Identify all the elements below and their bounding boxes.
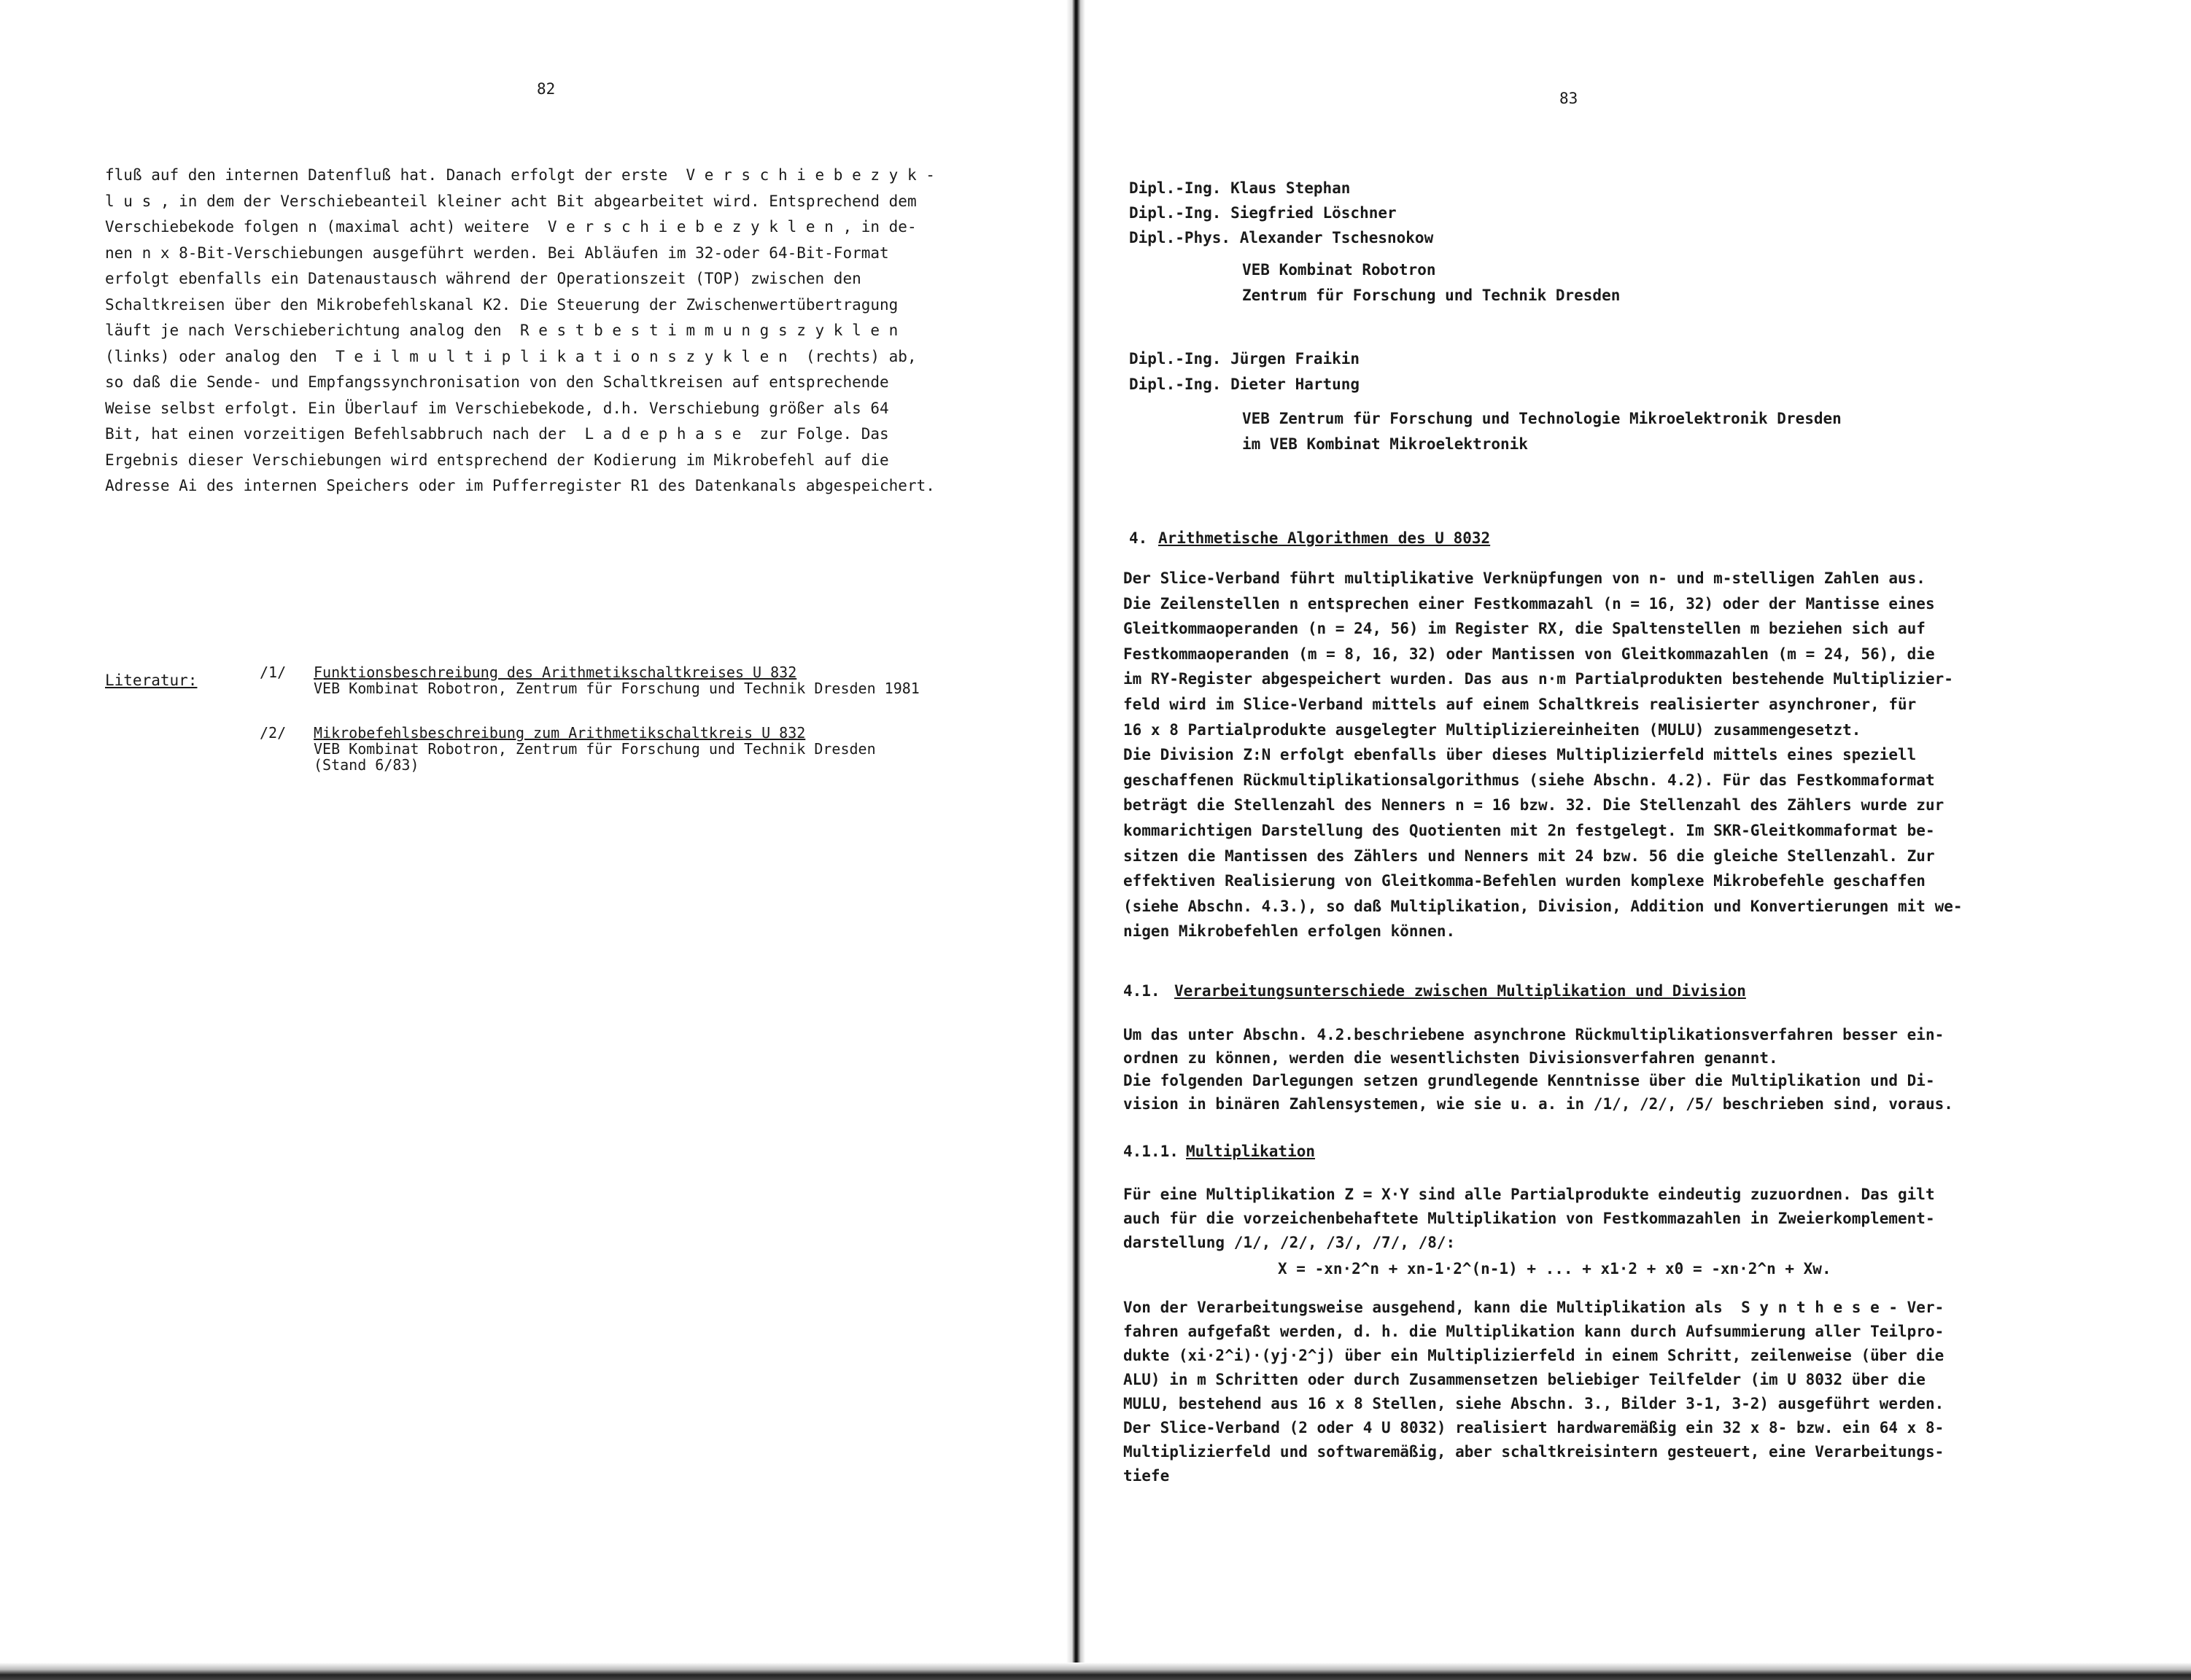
body-line: Verschiebekode folgen n (maximal acht) weitere V e r s c h i e b e z y k l e n , in de- — [105, 218, 917, 236]
body-line: Festkommaoperanden (m = 8, 16, 32) oder Mantissen von Gleitkommazahlen (m = 24, 56), die — [1123, 645, 1935, 663]
body-line: darstellung /1/, /2/, /3/, /7/, /8/: — [1123, 1234, 1456, 1251]
body-line: ALU) in m Schritten oder durch Zusammensetzen beliebiger Teilfelder (im U 8032 über die — [1123, 1371, 1926, 1388]
page-number-left: 82 — [537, 80, 556, 98]
body-line: dukte (xi·2^i)·(yj·2^j) über ein Multiplizierfeld in einem Schritt, zeilenweise (über die — [1123, 1347, 1944, 1364]
section-title: Arithmetische Algorithmen des U 8032 — [1158, 529, 1491, 547]
body-line: geschaffenen Rückmultiplikationsalgorithmus (siehe Abschn. 4.2). Für das Festkommaformat — [1123, 771, 1935, 789]
affiliation-line: Zentrum für Forschung und Technik Dresden — [1242, 287, 1621, 304]
author-line: Dipl.-Ing. Dieter Hartung — [1129, 376, 1360, 393]
reference-line: Mikrobefehlsbeschreibung zum Arithmetikschaltkreis U 832 — [314, 724, 806, 742]
body-line: Die Division Z:N erfolgt ebenfalls über dieses Multiplizierfeld mittels eines speziell — [1123, 746, 1917, 764]
body-line: im RY-Register abgespeichert wurden. Das aus n·m Partialprodukten bestehende Multiplizier- — [1123, 670, 1953, 688]
body-line: (siehe Abschn. 4.3.), so daß Multiplikation, Division, Addition und Konvertierungen mit we- — [1123, 897, 1963, 915]
right-page — [1085, 0, 2191, 1680]
section-number: 4. — [1129, 529, 1148, 547]
body-line: Für eine Multiplikation Z = X·Y sind alle Partialprodukte eindeutig zuzuordnen. Das gilt — [1123, 1186, 1935, 1203]
author-line: Dipl.-Ing. Jürgen Fraikin — [1129, 350, 1360, 368]
body-line: sitzen die Mantissen des Zählers und Nenners mit 24 bzw. 56 die gleiche Stellenzahl. Zur — [1123, 847, 1935, 865]
scan-edge — [0, 1662, 2191, 1680]
body-line: nigen Mikrobefehlen erfolgen können. — [1123, 922, 1456, 941]
body-line: Die folgenden Darlegungen setzen grundlegende Kenntnisse über die Multiplikation und Di- — [1123, 1072, 1935, 1089]
body-line: Weise selbst erfolgt. Ein Überlauf im Verschiebekode, d.h. Verschiebung größer als 64 — [105, 399, 889, 417]
reference-line: VEB Kombinat Robotron, Zentrum für Forschung und Technik Dresden 1981 — [314, 680, 920, 697]
body-line: feld wird im Slice-Verband mittels auf einem Schaltkreis realisierter asynchroner, für — [1123, 696, 1917, 713]
body-line: l u s , in dem der Verschiebeanteil kleiner acht Bit abgearbeitet wird. Entsprechend dem — [105, 192, 917, 210]
author-line: Dipl.-Phys. Alexander Tschesnokow — [1129, 229, 1434, 246]
body-line: erfolgt ebenfalls ein Datenaustausch während der Operationszeit (TOP) zwischen den — [105, 270, 861, 287]
body-line: Bit, hat einen vorzeitigen Befehlsabbruch nach der L a d e p h a s e zur Folge. Das — [105, 425, 889, 443]
body-line: Der Slice-Verband führt multiplikative Verknüpfungen von n- und m-stelligen Zahlen aus. — [1123, 569, 1926, 587]
body-line: beträgt die Stellenzahl des Nenners n = 16 bzw. 32. Die Stellenzahl des Zählers wurde zur — [1123, 796, 1944, 814]
body-line: tiefe — [1123, 1467, 1170, 1485]
body-line: kommarichtigen Darstellung des Quotienten mit 2n festgelegt. Im SKR-Gleitkommaformat be- — [1123, 822, 1935, 839]
section-number: 4.1. — [1123, 982, 1160, 1000]
affiliation-line: im VEB Kombinat Mikroelektronik — [1242, 435, 1528, 453]
section-number: 4.1.1. — [1123, 1143, 1179, 1160]
body-line: Adresse Ai des internen Speichers oder im Pufferregister R1 des Datenkanals abgespeichert. — [105, 477, 935, 494]
left-page — [0, 0, 1066, 1680]
formula: X = -xn·2^n + xn-1·2^(n-1) + ... + x1·2 + x0 = -xn·2^n + Xw. — [1278, 1260, 1831, 1278]
body-line: Multiplizierfeld und softwaremäßig, aber schaltkreisintern gesteuert, eine Verarbeitungs- — [1123, 1443, 1944, 1461]
body-line: Schaltkreisen über den Mikrobefehlskanal K2. Die Steuerung der Zwischenwertübertragung — [105, 295, 899, 314]
body-line: Ergebnis dieser Verschiebungen wird entsprechend der Kodierung im Mikrobefehl auf die — [105, 451, 889, 469]
body-line: nen n x 8-Bit-Verschiebungen ausgeführt werden. Bei Abläufen im 32-oder 64-Bit-Format — [105, 244, 889, 262]
body-line: so daß die Sende- und Empfangssynchronisation von den Schaltkreisen auf entsprechende — [105, 373, 889, 391]
author-line: Dipl.-Ing. Klaus Stephan — [1129, 179, 1351, 197]
body-line: fluß auf den internen Datenfluß hat. Danach erfolgt der erste V e r s c h i e b e z y k - — [105, 166, 935, 184]
author-line: Dipl.-Ing. Siegfried Löschner — [1129, 204, 1397, 222]
reference-marker: /1/ — [260, 664, 287, 681]
reference-line: VEB Kombinat Robotron, Zentrum für Forschung und Technik Dresden — [314, 740, 876, 758]
body-line: effektiven Realisierung von Gleitkomma-Befehlen wurden komplexe Mikrobefehle geschaffen — [1123, 872, 1926, 890]
body-line: ordnen zu können, werden die wesentlichsten Divisionsverfahren genannt. — [1123, 1049, 1778, 1067]
section-title: Multiplikation — [1186, 1143, 1316, 1160]
affiliation-line: VEB Kombinat Robotron — [1242, 261, 1436, 279]
reference-marker: /2/ — [260, 724, 287, 742]
body-line: auch für die vorzeichenbehaftete Multiplikation von Festkommazahlen in Zweierkomplement- — [1123, 1210, 1935, 1227]
body-line: MULU, bestehend aus 16 x 8 Stellen, siehe Abschn. 3., Bilder 3-1, 3-2) ausgeführt werden. — [1123, 1395, 1944, 1412]
body-line: Der Slice-Verband (2 oder 4 U 8032) realisiert hardwaremäßig ein 32 x 8- bzw. ein 64 x 8- — [1123, 1419, 1944, 1436]
body-line: vision in binären Zahlensystemen, wie sie u. a. in /1/, /2/, /5/ beschrieben sind, voraus. — [1123, 1094, 1953, 1113]
affiliation-line: VEB Zentrum für Forschung und Technologie Mikroelektronik Dresden — [1242, 410, 1842, 427]
page-number-right: 83 — [1559, 90, 1578, 107]
reference-line: Funktionsbeschreibung des Arithmetikschaltkreises U 832 — [314, 664, 797, 681]
body-line: 16 x 8 Partialprodukte ausgelegter Multipliziereinheiten (MULU) zusammengesetzt. — [1123, 720, 1861, 739]
literature-label: Literatur: — [105, 672, 198, 689]
reference-line: (Stand 6/83) — [314, 756, 419, 774]
body-line: Die Zeilenstellen n entsprechen einer Festkommazahl (n = 16, 32) oder der Mantisse eines — [1123, 594, 1935, 612]
body-line: fahren aufgefaßt werden, d. h. die Multiplikation kann durch Aufsummierung aller Teilpro- — [1123, 1323, 1944, 1340]
section-title: Verarbeitungsunterschiede zwischen Multiplikation und Division — [1174, 982, 1746, 1000]
body-line: (links) oder analog den T e i l m u l t i p l i k a t i o n s z y k l e n (rechts) ab, — [105, 347, 917, 365]
body-line: Gleitkommaoperanden (n = 24, 56) im Register RX, die Spaltenstellen m beziehen sich auf — [1123, 620, 1926, 638]
body-line: Von der Verarbeitungsweise ausgehend, kann die Multiplikation als S y n t h e s e - Ver- — [1123, 1299, 1944, 1316]
body-line: läuft je nach Verschieberichtung analog den R e s t b e s t i m m u n g s z y k l e n — [105, 322, 899, 339]
body-line: Um das unter Abschn. 4.2.beschriebene asynchrone Rückmultiplikationsverfahren besser ein- — [1123, 1026, 1944, 1043]
book-gutter — [1066, 0, 1085, 1680]
